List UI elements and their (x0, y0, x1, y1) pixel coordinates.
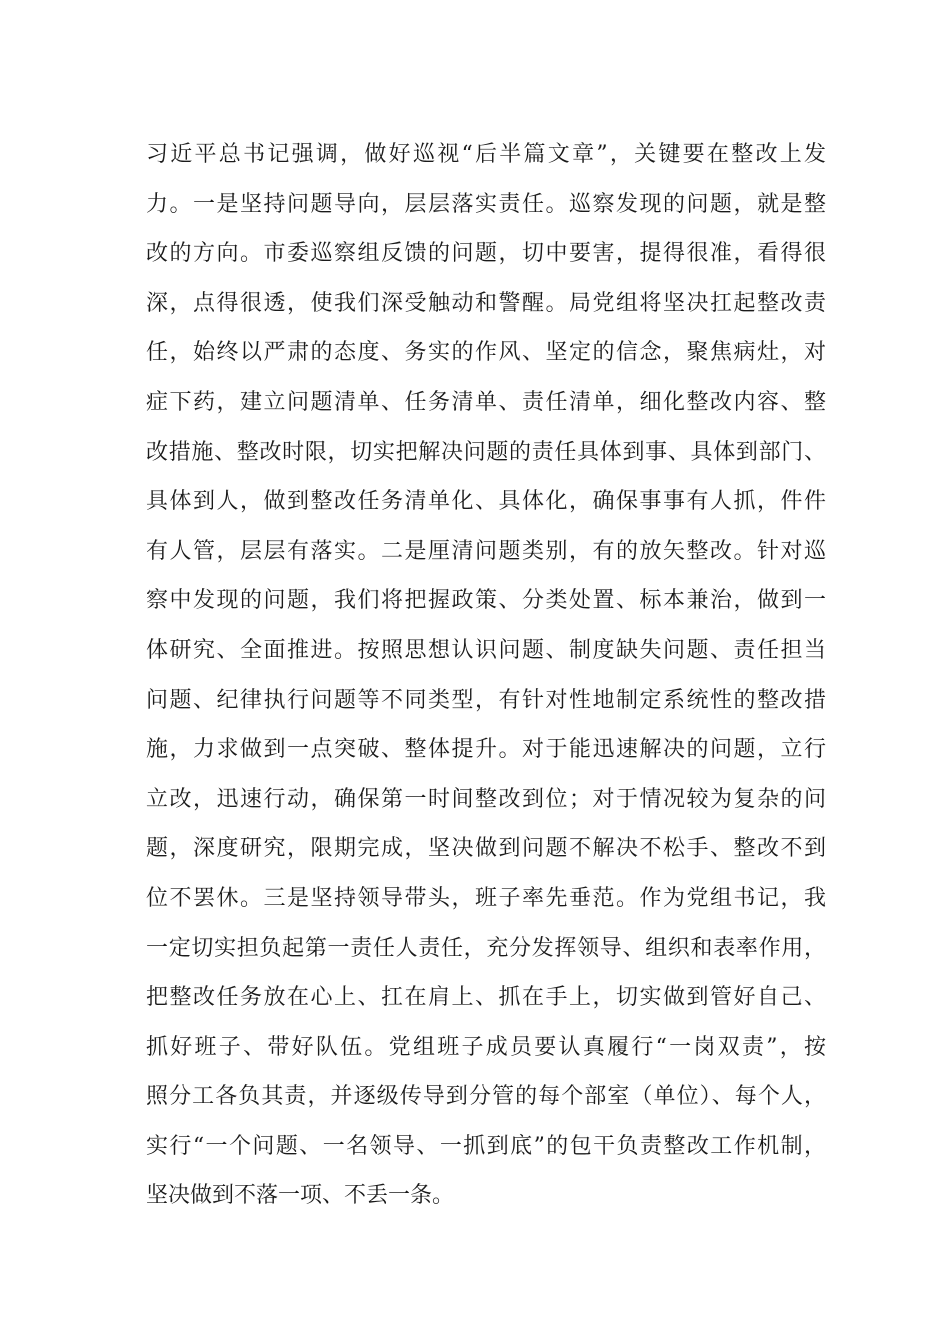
text-line: 抓好班子、带好队伍。党组班子成员要认真履行“一岗双责”，按 (146, 1034, 826, 1060)
text-line: 症下药，建立问题清单、任务清单、责任清单，细化整改内容、整 (146, 389, 826, 415)
text-line: 施，力求做到一点突破、整体提升。对于能迅速解决的问题，立行 (146, 737, 826, 763)
text-line: 坚决做到不落一项、不丢一条。 (146, 1183, 455, 1209)
text-line: 照分工各负其责，并逐级传导到分管的每个部室（单位）、每个人， (146, 1084, 826, 1110)
text-line: 体研究、全面推进。按照思想认识问题、制度缺失问题、责任担当 (146, 637, 826, 663)
text-line: 一定切实担负起第一责任人责任，充分发挥领导、组织和表率作用， (146, 935, 826, 961)
text-line: 力。一是坚持问题导向，层层落实责任。巡察发现的问题，就是整 (146, 191, 826, 217)
text-line: 具体到人，做到整改任务清单化、具体化，确保事事有人抓，件件 (146, 489, 826, 515)
body-paragraph (146, 130, 826, 1221)
text-line: 立改，迅速行动，确保第一时间整改到位；对于情况较为复杂的问 (146, 786, 826, 812)
text-line: 问题、纪律执行问题等不同类型，有针对性地制定系统性的整改措 (146, 687, 826, 713)
text-line: 题，深度研究，限期完成，坚决做到问题不解决不松手、整改不到 (146, 836, 826, 862)
text-line: 改措施、整改时限，切实把解决问题的责任具体到事、具体到部门、 (146, 439, 826, 465)
text-line: 习近平总书记强调，做好巡视“后半篇文章”，关键要在整改上发 (146, 142, 826, 167)
text-line: 察中发现的问题，我们将把握政策、分类处置、标本兼治，做到一 (146, 588, 826, 614)
text-line: 有人管，层层有落实。二是厘清问题类别，有的放矢整改。针对巡 (146, 538, 826, 564)
text-line: 位不罢休。三是坚持领导带头，班子率先垂范。作为党组书记，我 (146, 885, 826, 911)
text-line: 任，始终以严肃的态度、务实的作风、坚定的信念，聚焦病灶，对 (146, 340, 826, 366)
text-line: 把整改任务放在心上、扛在肩上、抓在手上，切实做到管好自己、 (146, 985, 826, 1011)
text-line: 改的方向。市委巡察组反馈的问题，切中要害，提得很准，看得很 (146, 241, 826, 267)
text-line: 实行“一个问题、一名领导、一抓到底”的包干负责整改工作机制， (146, 1133, 826, 1159)
text-line: 深，点得很透，使我们深受触动和警醒。局党组将坚决扛起整改责 (146, 290, 826, 316)
